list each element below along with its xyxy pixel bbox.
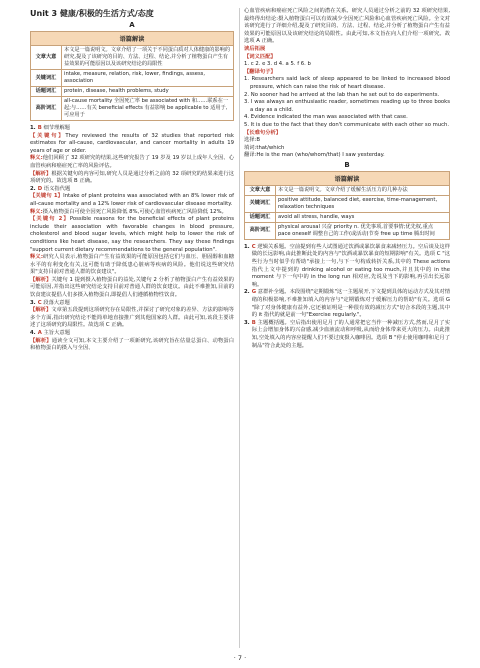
table-row [245,212,450,222]
answer-letter: D [37,185,43,192]
row-key: 话题词汇 [31,87,62,97]
para-tag: 释义: [30,208,43,215]
row-value: physical arousal 兴奋 priority n. 优先事项,首要事情;优先权,重点 pace oneself 调整自己的工作(或活动)节奏 free up time 腾出时间 [276,222,450,239]
explanation-para [30,307,234,330]
explanation-para [30,171,234,186]
translation-item: 5. It is due to the fact that they don't communicate with each other so much. [244,121,450,128]
para-text: 研究人员表示,植物蛋白产生有益效果的可能原因包括它们与血压、胆固醇和血糖水平的有利变化有关,这可能有助于降低患心脏病等疾病的风险。他们说这些研究结果"支持目前对普通人群的饮食建议"。 [30,254,234,276]
unit-title: Unit 3 健康/积极的生活方式/态度 [30,9,154,18]
explanation-para [30,209,234,217]
row-key: 关键词汇 [245,195,276,212]
para-text: 意群补全题。本段围绕"定期锻炼"这一主题展开,下文提到具体的运动方式及其对情绪的积极影响,不难推知填入的内容与"定期锻炼对于缓解压力的帮助"有关。选项 G "除了对身体健康有益外,它还被证明是一种很有效的减压方式"切合本段的主题,其中的 it 指代的就是前一句"Exercise regularly."。 [251,289,451,319]
para-tag: 释义: [30,254,43,261]
answer-letter: C [251,243,256,250]
answer-q1-head [30,125,234,133]
para-tag: 【关键句 1】 [30,193,64,200]
translation-item: 2. No sooner had he arrived at the lab than he set out to do experiments. [244,91,440,98]
para-tag: 【解析】 [30,337,52,344]
match-tag: 【词义匹配】 [244,53,276,60]
answer-letter: G [251,289,257,296]
grammar-tag: 【长难句分析】 [244,129,282,136]
answer-letter: B [37,125,42,131]
answer-letter: A [37,330,42,337]
row-key: 高阶词汇 [31,97,62,121]
para-tag: 释义: [30,155,43,162]
section-b-table [244,185,450,240]
row-key: 高阶词汇 [245,222,276,239]
para-tag: 【解析】 [30,170,52,177]
answer-letter: B [251,319,256,326]
explanation-para [30,133,234,156]
row-key: 话题词汇 [245,212,276,222]
table-row [245,195,450,212]
row-key: 关键词汇 [31,70,62,87]
translation-item: 1. Researchers said lack of sleep appeared to be linked to increased blood pressure, which can raise the risk of heart disease. [244,76,450,90]
explanation-para [30,277,234,300]
question-type: 主旨大意题 [43,330,70,337]
question-type: 段落大意题 [43,299,70,306]
para-tag: 【解析】 [30,276,52,283]
row-value: intake, measure, relation, risk, lower, findings, assess, association [62,70,234,87]
answer-b2 [244,289,450,319]
match-answers: 1. c 2. e 3. d 4. a 5. f 6. b [244,61,311,68]
section-b-table-head: 语篇解读 [244,171,450,185]
question-type: 细节理解题 [43,125,70,131]
para-text: 根据关键句的内容可知,研究人员是通过分析之前的 32 项研究的结果来进行这项研究的。故选项 B 正确。 [30,170,234,185]
explanation-para: 心血管疾病和癌症死亡风险之间的潜在关系。研究人员通过分析之前的 32 项研究结果,最终得出结论:摄入植物蛋白可以有效减少全因死亡风险和心血管疾病死亡风险。全文对该研究进行了详细介绍,提及了研究目的、方法、过程、结论,并分析了植物蛋白产生有益效果的可能原因以及该研究结论的局限性。由此可知,本文旨在向人们介绍一项研究。故选项 A 正确。 [244,8,450,45]
question-number: 1. [30,125,36,131]
explanation-para [30,216,234,254]
table-row [245,222,450,239]
row-value: all-cause mortality 全因死亡率 be associated with 和……联系在一起;与……有关 beneficial effects 有益影响 be applicable to 适用于,可应用于 [62,97,234,121]
row-value: 本文是一篇说明文。文章介绍了一项关于不同蛋白质对人体健康的影响的研究,提及了该研究的目的、方法、过程、结论,并分析了植物蛋白产生有益效果的可能原因以及该研究结论的局限性 [62,46,234,70]
question-number: 2. [30,185,36,192]
question-number: 4. [30,330,36,337]
question-number: 2. [244,289,250,296]
question-type: 语义指代题 [43,185,71,192]
column-divider [239,8,240,648]
row-key: 文章大意 [31,46,62,70]
translation-item: 3. I was always an enthusiastic reader, sometimes reading up to three books a day as a child. [244,99,450,113]
para-text: 文章第五段提到这项研究存在局限性,并探讨了研究对象的差异、方法的影响等多个方面,指出研究结论不能简单地直接推广到其他国家的人群。由此可知,该段主要讲述了这项研究的局限性。故选项 C 正确。 [30,307,234,329]
para-text: Intake of plant proteins was associated with an 8% lower risk of all-cause mortality and a 12% lower risk of cardiovascular disease mortality. [30,193,234,207]
right-column [244,8,450,350]
para-text: 逻辑关系题。空前提到有些人试图通过饮酒或暴饮暴食来减轻压力。空后谈及这样做的长远影响,由此推断此处的内容与"饮酒或暴饮暴食的短期影响"有关。选项 C "这些行为当时似乎有帮助"承接上一句,与下一句构成转折关系,其中的 These actions 指代上文中提到的 drinking alcohol or eating too much,并且其中的 in the moment 与下一句中的 in the long run 相对应,先说及当下的影响,再引出长远影响。 [251,243,450,288]
para-text: Possible reasons for the beneficial effects of plant proteins include their association with favorable changes in blood pressure, cholesterol and blood sugar levels, which might help to lower the risk of conditions like heart disease, say the researchers. They say these findings "support current dietary recommendations to the general population". [30,216,235,253]
row-value: positive attitude, balanced diet, exercise, time-management, relaxation techniques [276,195,450,212]
answer-b3 [244,320,450,350]
table-row [31,97,234,121]
explanation-para [30,155,234,170]
para-text: 关键句 1 提到摄入植物蛋白的益处,关键句 2 分析了植物蛋白产生有益效果的可能原因,并指出这些研究结论支持目前对普通人群的饮食建议。由此不难推知,目前的饮食建议提倡人们多摄入植物蛋白,即提倡人们遵循植物性饮食。 [30,276,234,299]
section-b-letter: B [344,160,350,169]
para-text: 主题概括题。空后指出使用足月了的人通常把它当作一种减压方式,然而,足月了实际上会增加身体的兴奋感,减少血液流动和呼吸,从而给身体带来更大的压力。由此推知,空处填入的内容应提醒人们不要过度摄入咖啡因。选项 B "停止使用咖啡和足月了制品"符合此处的主题。 [251,319,451,349]
left-column [30,8,234,353]
answer-b1 [244,244,450,290]
question-number: 3. [30,299,36,306]
table-row [31,70,234,87]
explanation-para [30,254,234,277]
answer-letter: C [37,299,42,306]
para-tag: 【解析】 [30,307,52,314]
page-number: · 7 · [233,654,247,662]
row-key: 文章大意 [245,185,276,195]
explanation-para [30,338,234,353]
table-row [245,185,450,195]
para-tag: 【关键句】 [30,132,66,139]
para-text: 通读全文可知,本文主要介绍了一项新研究,该研究旨在估量总蛋白、动物蛋白和植物蛋白的摄入与全因、 [30,337,234,352]
para-tag: 【关键句 2】 [30,216,70,223]
explanation-para [30,193,234,208]
translation-tag: 【翻译句子】 [244,68,276,75]
after-reading-heading: 读后拓展 [244,45,266,52]
section-a-table [30,45,234,121]
row-value: 本文是一篇说明文。文章介绍了缓解生活压力的几种办法 [276,185,450,195]
question-number: 1. [244,243,250,250]
answer-q4-head [30,330,234,338]
translation-item: 4. Evidence indicated the man was associated with that case. [244,114,408,121]
table-row [31,46,234,70]
para-text: 他们回顾了 32 项研究的结果,这些研究报告了 19 岁及 19 岁以上成年人全因、心血管疾病和癌症死亡率的风险评估。 [30,155,234,169]
question-number: 3. [244,319,250,326]
section-a-letter: A [129,21,135,29]
row-value: protein, disease, health problems, study [62,87,234,97]
grammar-item: 填词:that/which [244,144,285,151]
table-row [31,87,234,97]
grammar-item: 选择:B [244,137,261,144]
para-text: 摄入植物蛋白可使全因死亡风险降低 8%,可使心血管疾病死亡风险降低 12%。 [42,208,227,215]
section-a-table-head: 语篇解读 [30,31,234,45]
grammar-item: 翻译:He is the man (who/whom/that) I saw yesterday. [244,152,385,159]
para-text: They reviewed the results of 32 studies that reported risk estimates for all-cause, cardiovascular, and cancer mortality in adults 19 years of age or older. [30,132,234,154]
row-value: avoid all stress, handle, ways [276,212,450,222]
